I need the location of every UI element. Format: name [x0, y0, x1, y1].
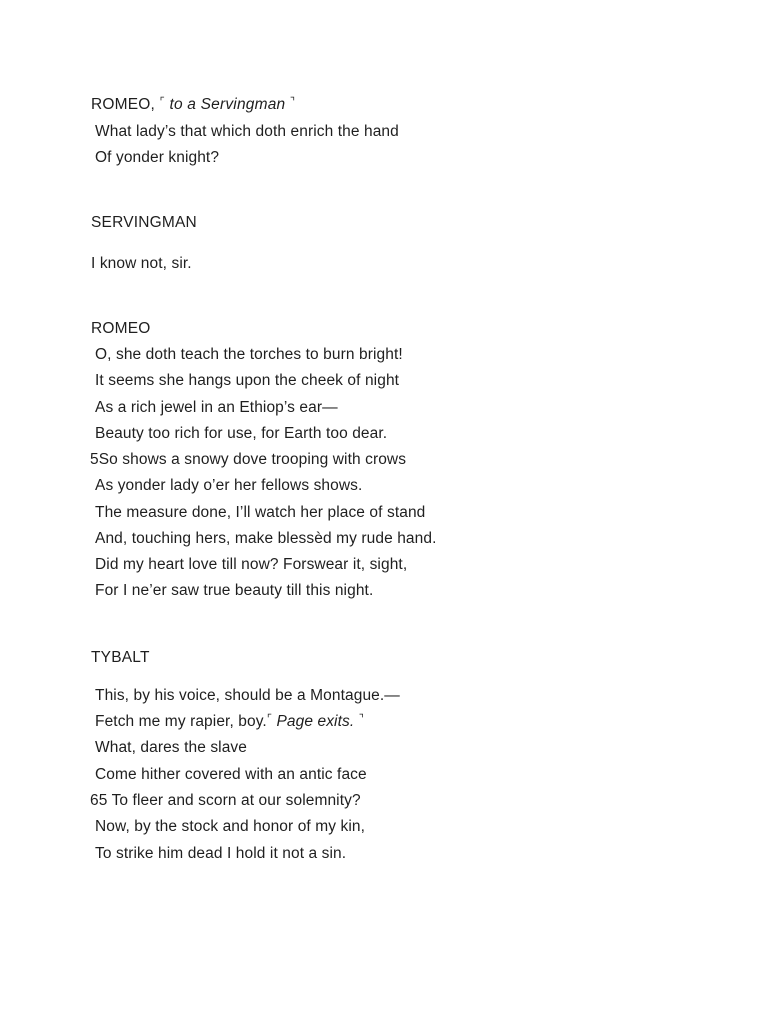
verse-line: This, by his voice, should be a Montague.— — [95, 687, 400, 704]
speaker-romeo-heading — [91, 95, 295, 116]
verse-line: Beauty too rich for use, for Earth too dear. — [95, 425, 388, 442]
speaker-romeo-heading: ROMEO — [91, 320, 151, 337]
verse-text: Fetch me my rapier, boy. — [95, 713, 267, 730]
verse-line-with-direction — [95, 712, 364, 733]
verse-line: Of yonder knight? — [95, 149, 220, 166]
verse-line: Did my heart love till now? Forswear it, sight, — [95, 556, 408, 573]
verse-line: What lady’s that which doth enrich the hand — [95, 123, 399, 140]
verse-line: To strike him dead I hold it not a sin. — [95, 845, 347, 862]
speaker-servingman-heading: SERVINGMAN — [91, 214, 197, 231]
verse-line: The measure done, I’ll watch her place of stand — [95, 504, 426, 521]
stage-direction-open-bracket: ⌜ — [266, 713, 273, 725]
verse-line: For I ne’er saw true beauty till this night. — [95, 582, 374, 599]
verse-line-numbered: 65 To fleer and scorn at our solemnity? — [90, 792, 361, 809]
stage-direction: Page exits. — [272, 713, 355, 730]
speaker-name: ROMEO, — [91, 96, 156, 113]
stage-direction-close-bracket: ⌝ — [289, 96, 296, 108]
verse-line: As a rich jewel in an Ethiop’s ear— — [95, 399, 338, 416]
verse-line: It seems she hangs upon the cheek of night — [95, 372, 400, 389]
verse-line: As yonder lady o’er her fellows shows. — [95, 477, 363, 494]
verse-line: Come hither covered with an antic face — [95, 766, 367, 783]
stage-direction: to a Servingman — [169, 96, 286, 113]
verse-line: And, touching hers, make blessèd my rude hand. — [95, 530, 437, 547]
verse-line-numbered: 5So shows a snowy dove trooping with crows — [90, 451, 407, 468]
verse-line: I know not, sir. — [91, 255, 192, 272]
verse-line: What, dares the slave — [95, 739, 248, 756]
stage-direction-open-bracket: ⌜ — [159, 96, 165, 108]
verse-line: O, she doth teach the torches to burn bright! — [95, 346, 403, 363]
verse-line: Now, by the stock and honor of my kin, — [95, 818, 366, 835]
speaker-tybalt-heading: TYBALT — [91, 649, 150, 666]
stage-direction-close-bracket: ⌝ — [358, 713, 364, 725]
